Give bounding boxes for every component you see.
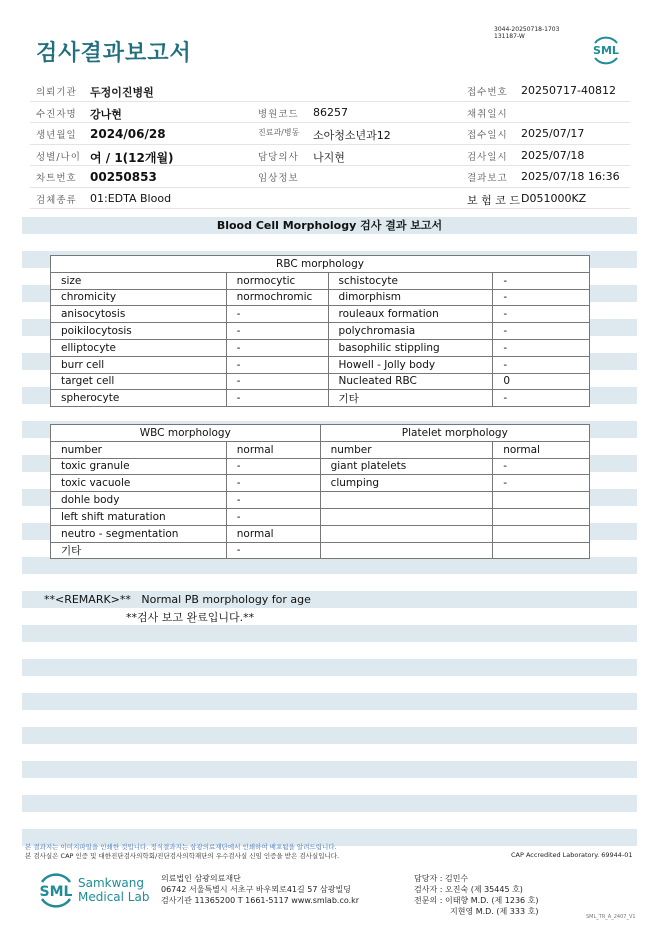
label-cell: spherocyte — [51, 390, 227, 407]
label: 생년월일 — [36, 130, 77, 141]
table-row — [51, 542, 590, 559]
label-cell: 기타 — [51, 542, 227, 559]
label: 담당의사 — [258, 151, 299, 163]
sml-logo-icon — [589, 33, 623, 67]
label-cell: rouleaux formation — [328, 306, 493, 323]
remark — [44, 593, 311, 606]
table-header: RBC morphology — [51, 256, 590, 273]
cap-accreditation: CAP Accredited Laboratory. 69944-01 — [511, 851, 633, 859]
label-cell — [320, 508, 493, 525]
table-row — [51, 441, 590, 458]
label-cell: schistocyte — [328, 272, 493, 289]
org-info — [161, 873, 359, 906]
label-cell: basophilic stippling — [328, 339, 493, 356]
patient-info — [30, 80, 630, 209]
notice-2: 본 검사실은 CAP 인증 및 대한진단검사의학회/진단검사의학재단의 우수검사실 신임 인증을 받은 검사실입니다. — [25, 852, 340, 860]
table-row — [51, 508, 590, 525]
label-cell: burr cell — [51, 356, 227, 373]
doc-code — [494, 26, 559, 40]
value-cell: 0 — [493, 373, 590, 390]
notice-1: 본 결과지는 이미지파일을 인쇄한 것입니다. 정식결과지는 삼광의료재단에서 인쇄하여 배포됨을 알려드립니다. — [25, 843, 337, 851]
label-cell — [320, 525, 493, 542]
value: D051000KZ — [521, 191, 587, 205]
org-address: 06742 서울특별시 서초구 바우뫼로41길 57 삼광빌딩 — [161, 885, 351, 894]
table-row — [51, 475, 590, 492]
value-cell: - — [493, 390, 590, 407]
value: 00250853 — [90, 170, 157, 184]
label-cell: Nucleated RBC — [328, 373, 493, 390]
value: 여 / 1(12개월) — [90, 150, 174, 165]
table-row — [51, 272, 590, 289]
value-cell: - — [226, 508, 320, 525]
table-row — [51, 373, 590, 390]
svg-text:SML: SML — [593, 44, 619, 57]
label: 임상정보 — [258, 173, 299, 184]
org-name: 의료법인 삼광의료재단 — [161, 874, 241, 883]
label-cell: clumping — [320, 475, 493, 492]
label-cell: anisocytosis — [51, 306, 227, 323]
label: 진료과/병동 — [258, 128, 300, 137]
value-cell: normal — [493, 441, 590, 458]
svg-text:SML: SML — [39, 884, 73, 900]
label-cell: size — [51, 272, 227, 289]
label: 접수번호 — [467, 87, 508, 98]
doc-code-1: 3044-20250718-1703 — [494, 26, 560, 33]
table-row — [51, 356, 590, 373]
value: 01:EDTA Blood — [90, 191, 172, 205]
label-cell: giant platelets — [320, 458, 493, 475]
value-cell: - — [493, 306, 590, 323]
label: 결과보고 — [467, 173, 508, 184]
table-row — [51, 289, 590, 306]
value-cell: - — [226, 492, 320, 509]
label: 성별/나이 — [36, 151, 81, 163]
value-cell: normocytic — [226, 272, 328, 289]
label-cell: dimorphism — [328, 289, 493, 306]
value-cell: - — [226, 542, 320, 559]
value-cell: - — [226, 373, 328, 390]
label: 의뢰기관 — [36, 87, 77, 98]
table-header-wbc: WBC morphology — [51, 425, 321, 442]
value-cell: - — [226, 323, 328, 340]
label: 접수일시 — [467, 130, 508, 141]
value-cell: - — [493, 458, 590, 475]
value: 소아청소년과12 — [313, 129, 391, 142]
label-cell: poikilocytosis — [51, 323, 227, 340]
table-row — [51, 323, 590, 340]
sml-footer-logo-icon — [36, 870, 76, 910]
signer: 전문의 : 이태향 M.D. (제 1236 호) — [414, 896, 539, 905]
signer: 지현영 M.D. (제 333 호) — [450, 907, 539, 916]
remark-label: **<REMARK>** — [44, 593, 131, 606]
label-cell — [320, 492, 493, 509]
value-cell: - — [493, 475, 590, 492]
value-cell: - — [493, 272, 590, 289]
label: 수진자명 — [36, 108, 77, 120]
signers — [414, 873, 539, 917]
signer: 담당자 : 김민수 — [414, 874, 469, 883]
value-cell — [493, 542, 590, 559]
info-row — [30, 80, 630, 102]
value-cell: - — [493, 356, 590, 373]
label: 차트번호 — [36, 173, 77, 184]
label-cell: toxic vacuole — [51, 475, 227, 492]
table-header-platelet: Platelet morphology — [320, 425, 589, 442]
label-cell: elliptocyte — [51, 339, 227, 356]
label-cell: 기타 — [328, 390, 493, 407]
brand-line-1: Samkwang — [78, 876, 144, 890]
label: 검체종류 — [36, 194, 77, 206]
value: 20250717-40812 — [521, 84, 616, 97]
value: 2025/07/18 16:36 — [521, 170, 620, 183]
label-cell — [320, 542, 493, 559]
info-row — [30, 145, 630, 167]
table-row — [51, 492, 590, 509]
label-cell: Howell - Jolly body — [328, 356, 493, 373]
info-row — [30, 123, 630, 145]
label-cell: target cell — [51, 373, 227, 390]
label-cell: chromicity — [51, 289, 227, 306]
value: 2024/06/28 — [90, 127, 166, 141]
table-row — [51, 339, 590, 356]
label: 검사일시 — [467, 151, 508, 163]
value-cell: - — [493, 289, 590, 306]
value-cell: normal — [226, 441, 320, 458]
remark-text: Normal PB morphology for age — [141, 593, 311, 606]
value-cell: - — [493, 339, 590, 356]
value-cell — [493, 525, 590, 542]
value-cell: - — [226, 339, 328, 356]
label: 보 험 코 드 — [467, 193, 520, 207]
value-cell: - — [226, 458, 320, 475]
value-cell: - — [226, 390, 328, 407]
value-cell: - — [226, 356, 328, 373]
report-complete: **검사 보고 완료입니다.** — [126, 611, 255, 624]
value-cell — [493, 508, 590, 525]
value: 86257 — [313, 105, 348, 119]
doc-code-2: 131187-W — [494, 33, 525, 40]
value-cell: - — [226, 475, 320, 492]
value-cell — [493, 492, 590, 509]
value: 2025/07/18 — [521, 148, 585, 162]
table-row — [51, 306, 590, 323]
label: 채취일시 — [467, 108, 508, 120]
signer: 검사자 : 오진숙 (제 35445 호) — [414, 885, 523, 894]
label-cell: polychromasia — [328, 323, 493, 340]
value: 2025/07/17 — [521, 127, 585, 140]
wbc-platelet-morphology-table — [50, 424, 590, 559]
value: 강나현 — [90, 107, 122, 121]
org-contact: 검사기관 11365200 T 1661-5117 www.smlab.co.kr — [161, 896, 360, 905]
label-cell: neutro - segmentation — [51, 525, 227, 542]
info-row — [30, 188, 630, 210]
brand-name — [78, 876, 149, 904]
value-cell: normochromic — [226, 289, 328, 306]
info-row — [30, 102, 630, 124]
value: 두정이진병원 — [90, 86, 154, 99]
label-cell: dohle body — [51, 492, 227, 509]
table-row — [51, 458, 590, 475]
label-cell: left shift maturation — [51, 508, 227, 525]
info-row — [30, 166, 630, 188]
report-title: Blood Cell Morphology 검사 결과 보고서 — [216, 219, 443, 232]
table-row — [51, 390, 590, 407]
page-title: 검사결과보고서 — [36, 41, 192, 66]
rbc-morphology-table — [50, 255, 590, 407]
label: 병원코드 — [258, 108, 299, 120]
value: 나지현 — [313, 150, 345, 164]
value-cell: - — [493, 323, 590, 340]
table-row — [51, 525, 590, 542]
brand-line-2: Medical Lab — [78, 890, 150, 904]
label-cell: number — [320, 441, 493, 458]
value-cell: normal — [226, 525, 320, 542]
label-cell: number — [51, 441, 227, 458]
form-code: SML_TR_A_2407_V1 — [586, 914, 636, 920]
value-cell: - — [226, 306, 328, 323]
label-cell: toxic granule — [51, 458, 227, 475]
